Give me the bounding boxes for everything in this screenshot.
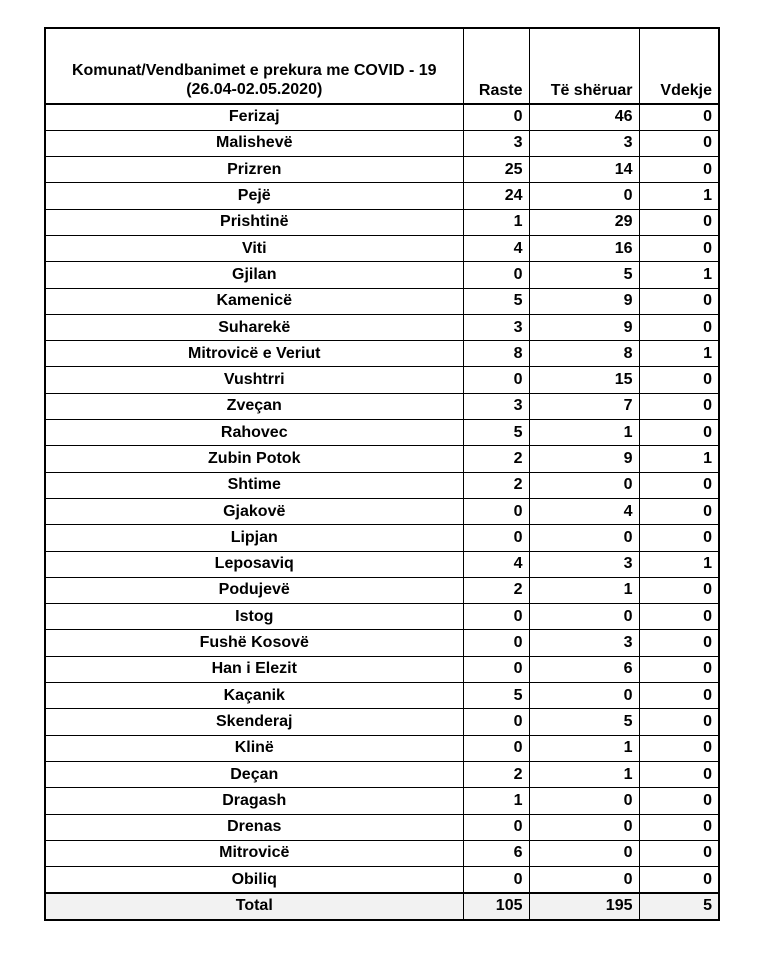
- table-row: [45, 393, 719, 419]
- deaths-value: 0: [639, 709, 719, 735]
- table-row: [45, 341, 719, 367]
- municipality-name: Drenas: [45, 814, 463, 840]
- recovered-value: 3: [529, 630, 639, 656]
- deaths-value: 0: [639, 367, 719, 393]
- recovered-value: 0: [529, 604, 639, 630]
- deaths-value: 0: [639, 683, 719, 709]
- header-deaths: Vdekje: [639, 28, 719, 104]
- recovered-value: 9: [529, 288, 639, 314]
- cases-value: 3: [463, 393, 529, 419]
- deaths-value: 0: [639, 814, 719, 840]
- recovered-value: 5: [529, 709, 639, 735]
- deaths-value: 0: [639, 630, 719, 656]
- recovered-value: 5: [529, 262, 639, 288]
- table-row: [45, 262, 719, 288]
- table-row: [45, 630, 719, 656]
- deaths-value: 1: [639, 262, 719, 288]
- municipality-name: Obiliq: [45, 867, 463, 893]
- recovered-value: 0: [529, 525, 639, 551]
- municipality-name: Shtime: [45, 472, 463, 498]
- cases-value: 2: [463, 446, 529, 472]
- table-body: [45, 104, 719, 893]
- cases-value: 3: [463, 130, 529, 156]
- recovered-value: 9: [529, 446, 639, 472]
- recovered-value: 46: [529, 104, 639, 130]
- deaths-value: 0: [639, 656, 719, 682]
- cases-value: 0: [463, 367, 529, 393]
- table-row: [45, 551, 719, 577]
- deaths-value: 1: [639, 183, 719, 209]
- cases-value: 0: [463, 656, 529, 682]
- recovered-value: 0: [529, 683, 639, 709]
- table-row: [45, 604, 719, 630]
- table-row: [45, 472, 719, 498]
- cases-value: 0: [463, 630, 529, 656]
- municipality-name: Malishevë: [45, 130, 463, 156]
- municipality-name: Vushtrri: [45, 367, 463, 393]
- header-title-line2: (26.04-02.05.2020): [186, 81, 323, 98]
- table-row: [45, 367, 719, 393]
- municipality-name: Istog: [45, 604, 463, 630]
- municipality-name: Viti: [45, 235, 463, 261]
- municipality-name: Leposaviq: [45, 551, 463, 577]
- deaths-value: 1: [639, 341, 719, 367]
- header-title-line1: Komunat/Vendbanimet e prekura me COVID - 19: [71, 62, 437, 79]
- deaths-value: 0: [639, 104, 719, 130]
- municipality-name: Kaçanik: [45, 683, 463, 709]
- municipality-name: Mitrovicë: [45, 840, 463, 866]
- deaths-value: 0: [639, 209, 719, 235]
- cases-value: 4: [463, 551, 529, 577]
- recovered-value: 0: [529, 472, 639, 498]
- deaths-value: 0: [639, 867, 719, 893]
- recovered-value: 1: [529, 735, 639, 761]
- municipality-name: Prizren: [45, 157, 463, 183]
- cases-value: 0: [463, 604, 529, 630]
- municipality-name: Zubin Potok: [45, 446, 463, 472]
- cases-value: 0: [463, 498, 529, 524]
- municipality-name: Zveçan: [45, 393, 463, 419]
- deaths-value: 1: [639, 551, 719, 577]
- deaths-value: 0: [639, 130, 719, 156]
- recovered-value: 14: [529, 157, 639, 183]
- cases-value: 8: [463, 341, 529, 367]
- cases-value: 0: [463, 814, 529, 840]
- municipality-name: Dragash: [45, 788, 463, 814]
- table-row: [45, 814, 719, 840]
- table-row: [45, 104, 719, 130]
- deaths-value: 0: [639, 735, 719, 761]
- cases-value: 25: [463, 157, 529, 183]
- total-label: Total: [45, 893, 463, 920]
- table-row: [45, 235, 719, 261]
- municipality-name: Skenderaj: [45, 709, 463, 735]
- municipality-name: Deçan: [45, 761, 463, 787]
- table-row: [45, 577, 719, 603]
- table-row: [45, 656, 719, 682]
- municipality-name: Han i Elezit: [45, 656, 463, 682]
- deaths-value: 0: [639, 577, 719, 603]
- deaths-value: 0: [639, 788, 719, 814]
- cases-value: 0: [463, 735, 529, 761]
- cases-value: 0: [463, 262, 529, 288]
- deaths-value: 0: [639, 840, 719, 866]
- cases-value: 5: [463, 288, 529, 314]
- total-deaths: 5: [639, 893, 719, 920]
- table-row: [45, 867, 719, 893]
- recovered-value: 3: [529, 551, 639, 577]
- deaths-value: 0: [639, 314, 719, 340]
- deaths-value: 1: [639, 446, 719, 472]
- cases-value: 2: [463, 761, 529, 787]
- table-row: [45, 709, 719, 735]
- table-row: [45, 788, 719, 814]
- recovered-value: 1: [529, 420, 639, 446]
- recovered-value: 1: [529, 577, 639, 603]
- deaths-value: 0: [639, 288, 719, 314]
- table-row: [45, 314, 719, 340]
- recovered-value: 1: [529, 761, 639, 787]
- municipality-name: Prishtinë: [45, 209, 463, 235]
- recovered-value: 4: [529, 498, 639, 524]
- deaths-value: 0: [639, 498, 719, 524]
- cases-value: 0: [463, 709, 529, 735]
- table-row: [45, 735, 719, 761]
- recovered-value: 16: [529, 235, 639, 261]
- header-recovered: Të shëruar: [529, 28, 639, 104]
- table-row: [45, 498, 719, 524]
- deaths-value: 0: [639, 393, 719, 419]
- cases-value: 0: [463, 525, 529, 551]
- cases-value: 1: [463, 788, 529, 814]
- cases-value: 4: [463, 235, 529, 261]
- deaths-value: 0: [639, 157, 719, 183]
- cases-value: 3: [463, 314, 529, 340]
- deaths-value: 0: [639, 604, 719, 630]
- table-row: [45, 525, 719, 551]
- deaths-value: 0: [639, 235, 719, 261]
- recovered-value: 7: [529, 393, 639, 419]
- table-row: [45, 840, 719, 866]
- header-cases: Raste: [463, 28, 529, 104]
- recovered-value: 0: [529, 867, 639, 893]
- municipality-name: Klinë: [45, 735, 463, 761]
- municipality-name: Pejë: [45, 183, 463, 209]
- table-row: [45, 288, 719, 314]
- recovered-value: 0: [529, 183, 639, 209]
- deaths-value: 0: [639, 420, 719, 446]
- recovered-value: 9: [529, 314, 639, 340]
- table-header-row: [45, 28, 719, 104]
- covid-municipality-table: [44, 27, 720, 921]
- table-row: [45, 130, 719, 156]
- municipality-name: Fushë Kosovë: [45, 630, 463, 656]
- table-row: [45, 420, 719, 446]
- deaths-value: 0: [639, 525, 719, 551]
- recovered-value: 0: [529, 840, 639, 866]
- municipality-name: Kamenicë: [45, 288, 463, 314]
- municipality-name: Suharekë: [45, 314, 463, 340]
- cases-value: 0: [463, 867, 529, 893]
- recovered-value: 15: [529, 367, 639, 393]
- municipality-name: Mitrovicë e Veriut: [45, 341, 463, 367]
- total-row: [45, 893, 719, 920]
- municipality-name: Podujevë: [45, 577, 463, 603]
- recovered-value: 3: [529, 130, 639, 156]
- total-recovered: 195: [529, 893, 639, 920]
- recovered-value: 6: [529, 656, 639, 682]
- cases-value: 2: [463, 472, 529, 498]
- total-cases: 105: [463, 893, 529, 920]
- table-row: [45, 183, 719, 209]
- table-row: [45, 157, 719, 183]
- table-row: [45, 683, 719, 709]
- cases-value: 6: [463, 840, 529, 866]
- deaths-value: 0: [639, 472, 719, 498]
- cases-value: 1: [463, 209, 529, 235]
- table-row: [45, 209, 719, 235]
- table-row: [45, 761, 719, 787]
- cases-value: 0: [463, 104, 529, 130]
- municipality-name: Lipjan: [45, 525, 463, 551]
- recovered-value: 0: [529, 788, 639, 814]
- cases-value: 5: [463, 683, 529, 709]
- cases-value: 2: [463, 577, 529, 603]
- table-row: [45, 446, 719, 472]
- municipality-name: Rahovec: [45, 420, 463, 446]
- municipality-name: Gjilan: [45, 262, 463, 288]
- municipality-name: Ferizaj: [45, 104, 463, 130]
- cases-value: 24: [463, 183, 529, 209]
- cases-value: 5: [463, 420, 529, 446]
- recovered-value: 29: [529, 209, 639, 235]
- header-municipality: [45, 28, 463, 104]
- municipality-name: Gjakovë: [45, 498, 463, 524]
- recovered-value: 8: [529, 341, 639, 367]
- deaths-value: 0: [639, 761, 719, 787]
- recovered-value: 0: [529, 814, 639, 840]
